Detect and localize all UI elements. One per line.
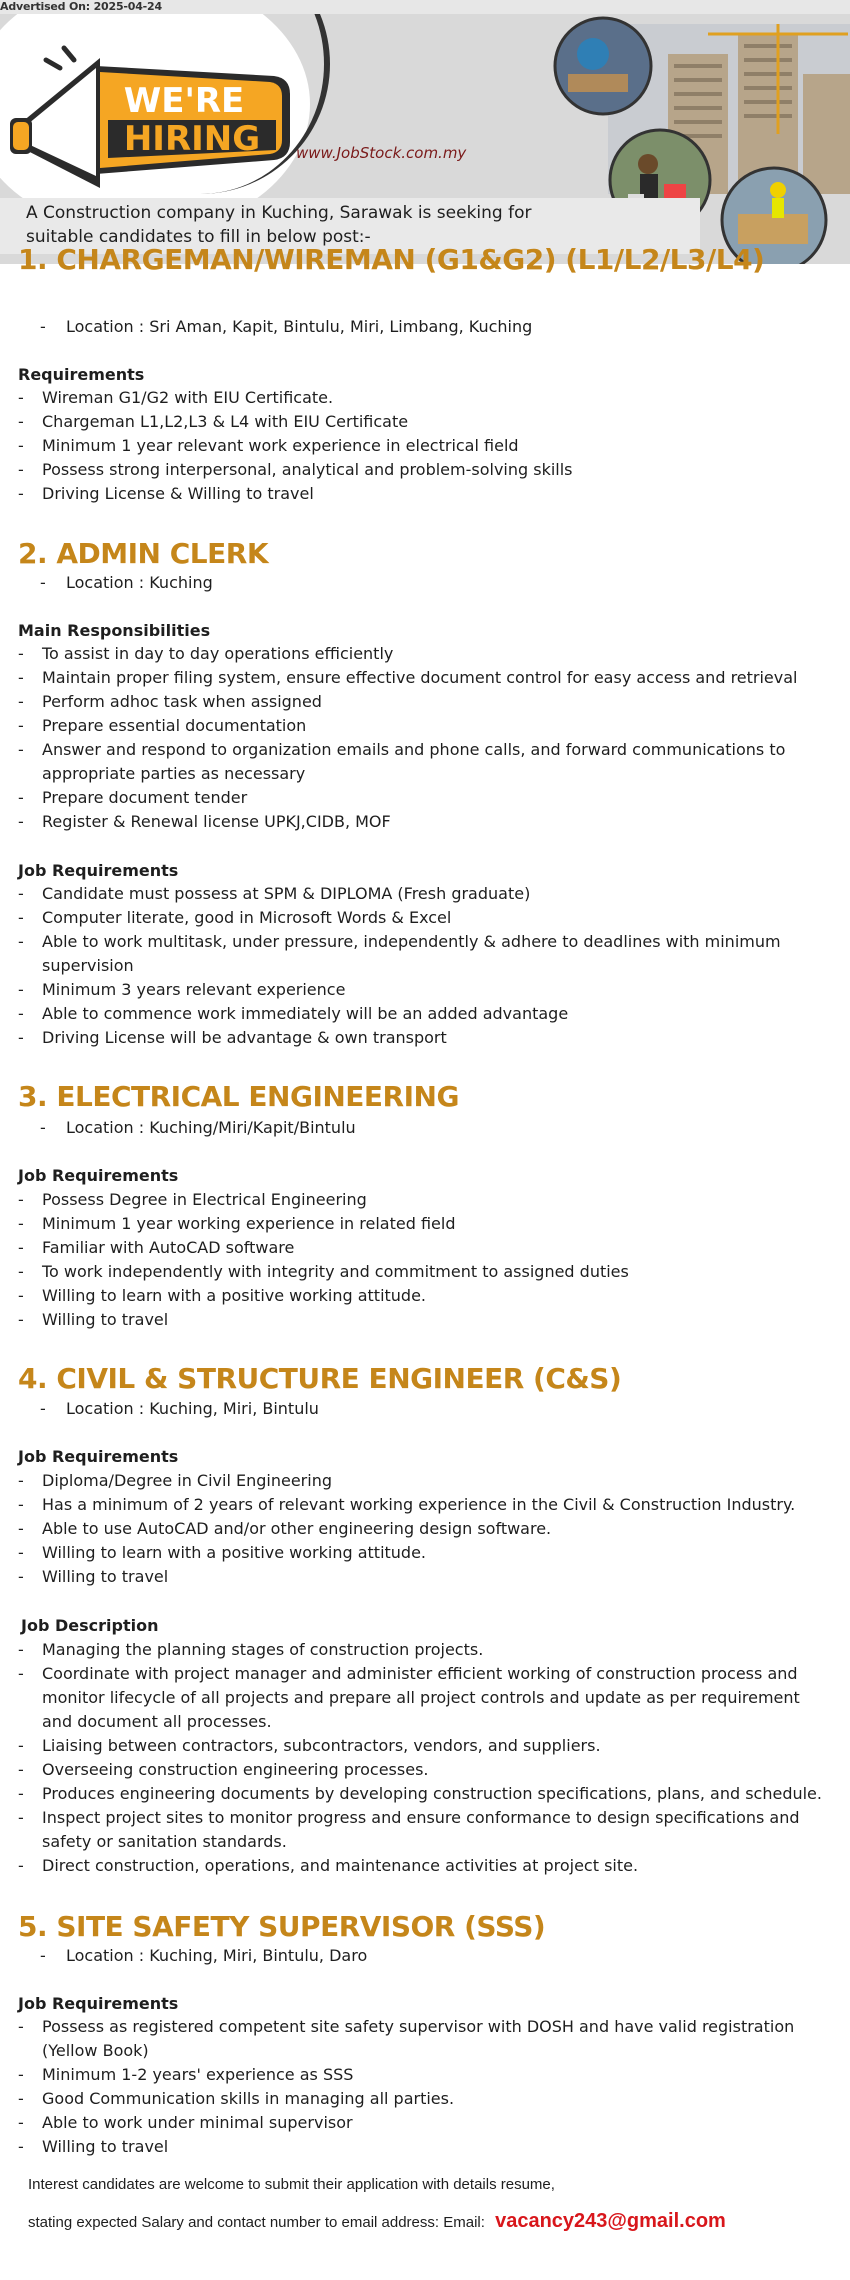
list-item: - Willing to travel <box>18 1308 828 1332</box>
section-subheading: Job Requirements <box>18 1447 179 1466</box>
list-item: - Able to commence work immediately will be an added advantage <box>18 1002 828 1026</box>
job-requirements-list <box>18 2015 828 2159</box>
list-item: - Willing to learn with a positive working attitude. <box>18 1284 828 1308</box>
location-text: Location : Sri Aman, Kapit, Bintulu, Miri, Limbang, Kuching <box>66 317 533 336</box>
section-title: 5. SITE SAFETY SUPERVISOR (SSS) <box>18 1910 546 1943</box>
list-item: - Wireman G1/G2 with EIU Certificate. <box>18 386 828 410</box>
list-item: - Inspect project sites to monitor progress and ensure conformance to design specifications and safety or sanitation standards. <box>18 1806 828 1854</box>
list-item: - Willing to travel <box>18 1565 828 1589</box>
section-subheading: Job Requirements <box>18 1166 179 1185</box>
section-location: - Location : Kuching, Miri, Bintulu <box>40 1399 319 1418</box>
footer-contact-text: stating expected Salary and contact number to email address: Email: <box>28 2214 485 2231</box>
list-item: - Candidate must possess at SPM & DIPLOMA (Fresh graduate) <box>18 882 828 906</box>
list-item: - Minimum 1 year relevant work experience in electrical field <box>18 434 828 458</box>
section-title: 2. ADMIN CLERK <box>18 537 269 570</box>
list-item: - Willing to travel <box>18 2135 828 2159</box>
list-item: - Computer literate, good in Microsoft Words & Excel <box>18 906 828 930</box>
hiring-line1: WE'RE <box>123 81 245 121</box>
list-item: - Produces engineering documents by developing construction specifications, plans, and schedule. <box>18 1782 828 1806</box>
list-item: - To work independently with integrity and commitment to assigned duties <box>18 1260 828 1284</box>
list-item: - Direct construction, operations, and maintenance activities at project site. <box>18 1854 828 1878</box>
footer-contact <box>28 2210 726 2233</box>
responsibilities-list <box>18 642 828 834</box>
section-location: - Location : Kuching/Miri/Kapit/Bintulu <box>40 1118 356 1137</box>
job-requirements-list <box>18 882 828 1050</box>
location-text: Location : Kuching/Miri/Kapit/Bintulu <box>66 1118 356 1137</box>
section-location: - Location : Kuching <box>40 573 213 592</box>
section-subheading: Job Description <box>21 1616 159 1635</box>
list-item: - Answer and respond to organization emails and phone calls, and forward communications to appropriate parties as necessary <box>18 738 828 786</box>
section-subheading: Requirements <box>18 365 145 384</box>
list-item: - Chargeman L1,L2,L3 & L4 with EIU Certificate <box>18 410 828 434</box>
list-item: - Able to work multitask, under pressure, independently & adhere to deadlines with minimum supervision <box>18 930 828 978</box>
list-item: - Diploma/Degree in Civil Engineering <box>18 1469 828 1493</box>
list-item: - Possess strong interpersonal, analytical and problem-solving skills <box>18 458 828 482</box>
list-item: - Able to use AutoCAD and/or other engineering design software. <box>18 1517 828 1541</box>
footer-instructions: Interest candidates are welcome to submit their application with details resume, <box>28 2176 555 2193</box>
section-title: 4. CIVIL & STRUCTURE ENGINEER (C&S) <box>18 1362 622 1395</box>
section-location: - Location : Sri Aman, Kapit, Bintulu, Miri, Limbang, Kuching <box>40 317 533 336</box>
list-item: - Prepare document tender <box>18 786 828 810</box>
location-text: Location : Kuching, Miri, Bintulu <box>66 1399 319 1418</box>
list-item: - Has a minimum of 2 years of relevant working experience in the Civil & Construction Industry. <box>18 1493 828 1517</box>
list-item: - Coordinate with project manager and administer efficient working of construction process and monitor lifecycle of all projects and prepare all project controls and update as per requirement and document all processes. <box>18 1662 828 1734</box>
advertised-date: Advertised On: 2025-04-24 <box>0 0 162 13</box>
section-title: 3. ELECTRICAL ENGINEERING <box>18 1080 459 1113</box>
list-item: - Driving License & Willing to travel <box>18 482 828 506</box>
location-text: Location : Kuching <box>66 573 213 592</box>
requirements-list <box>18 386 828 506</box>
job-requirements-list <box>18 1188 828 1332</box>
list-item: - Possess Degree in Electrical Engineering <box>18 1188 828 1212</box>
list-item: - To assist in day to day operations efficiently <box>18 642 828 666</box>
list-item: - Liaising between contractors, subcontractors, vendors, and suppliers. <box>18 1734 828 1758</box>
megaphone-icon <box>4 38 294 188</box>
list-item: - Minimum 3 years relevant experience <box>18 978 828 1002</box>
list-item: - Minimum 1 year working experience in related field <box>18 1212 828 1236</box>
list-item: - Possess as registered competent site safety supervisor with DOSH and have valid registration (Yellow Book) <box>18 2015 828 2063</box>
job-requirements-list <box>18 1469 828 1589</box>
intro-text: A Construction company in Kuching, Sarawak is seeking for suitable candidates to fill in below post:- <box>26 203 532 247</box>
hiring-line2: HIRING <box>123 119 261 159</box>
section-subheading: Job Requirements <box>18 861 179 880</box>
list-item: - Register & Renewal license UPKJ,CIDB, MOF <box>18 810 828 834</box>
list-item: - Good Communication skills in managing all parties. <box>18 2087 828 2111</box>
list-item: - Minimum 1-2 years' experience as SSS <box>18 2063 828 2087</box>
email-link[interactable]: vacancy243@gmail.com <box>495 2210 726 2232</box>
job-description-list <box>18 1638 828 1878</box>
location-text: Location : Kuching, Miri, Bintulu, Daro <box>66 1946 368 1965</box>
section-location: - Location : Kuching, Miri, Bintulu, Daro <box>40 1946 368 1965</box>
list-item: - Perform adhoc task when assigned <box>18 690 828 714</box>
section-title: 1. CHARGEMAN/WIREMAN (G1&G2) (L1/L2/L3/L4) <box>18 243 765 276</box>
list-item: - Managing the planning stages of construction projects. <box>18 1638 828 1662</box>
list-item: - Able to work under minimal supervisor <box>18 2111 828 2135</box>
list-item: - Willing to learn with a positive working attitude. <box>18 1541 828 1565</box>
list-item: - Prepare essential documentation <box>18 714 828 738</box>
list-item: - Overseeing construction engineering processes. <box>18 1758 828 1782</box>
list-item: - Familiar with AutoCAD software <box>18 1236 828 1260</box>
list-item: - Driving License will be advantage & own transport <box>18 1026 828 1050</box>
list-item: - Maintain proper filing system, ensure effective document control for easy access and retrieval <box>18 666 828 690</box>
site-url: www.JobStock.com.my <box>296 144 467 162</box>
section-subheading: Job Requirements <box>18 1994 179 2013</box>
section-subheading: Main Responsibilities <box>18 621 211 640</box>
